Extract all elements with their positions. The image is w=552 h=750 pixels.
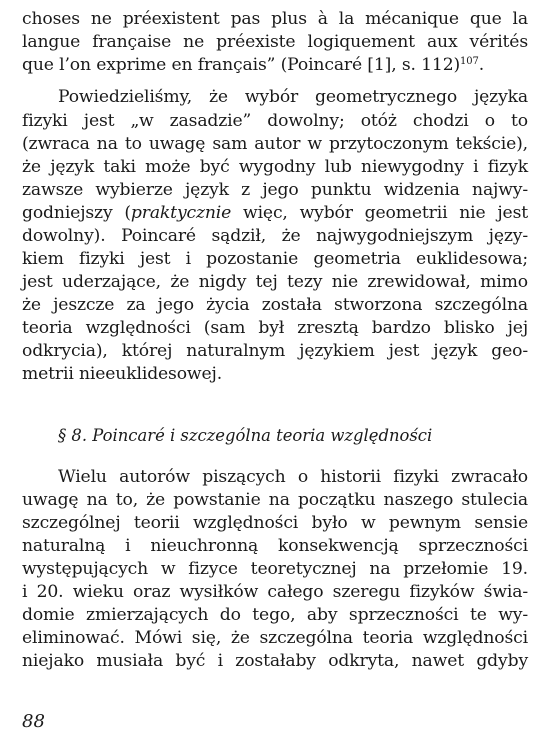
text-line: że jeszcze za jego życia została stworzona szczególna bbox=[22, 295, 528, 315]
text-line: że język taki może być wygodny lub niewygodny i fizyk bbox=[22, 157, 528, 177]
text-line: choses ne préexistent pas plus à la mécanique que la bbox=[22, 9, 528, 29]
text-span: . bbox=[478, 55, 485, 75]
text-line: niejako musiała być i zostałaby odkryta, nawet gdyby bbox=[22, 651, 528, 671]
section-heading: § 8. Poincaré i szczególna teoria względności bbox=[58, 426, 433, 445]
text-line: uwagę na to, że powstanie na początku naszego stulecia bbox=[22, 490, 528, 510]
page-number: 88 bbox=[22, 711, 45, 732]
text-line: fizyki jest „w zasadzie” dowolny; otóż chodzi o to bbox=[22, 111, 528, 131]
text-span: que l’on exprime en français” (Poincaré [1], s. 112) bbox=[22, 55, 461, 75]
text-line: metrii nieeuklidesowej. bbox=[22, 364, 223, 384]
footnote-reference: 107 bbox=[460, 56, 479, 67]
text-line: Powiedzieliśmy, że wybór geometrycznego języka bbox=[58, 87, 528, 107]
text-line: naturalną i nieuchronną konsekwencją sprzeczności bbox=[22, 536, 528, 556]
text-line: eliminować. Mówi się, że szczególna teoria względności bbox=[22, 628, 528, 648]
text-line: i 20. wieku oraz wysiłków całego szeregu fizyków świa- bbox=[22, 582, 528, 602]
text-line: zawsze wybierze język z jego punktu widzenia najwy- bbox=[22, 180, 528, 200]
text-line: domie zmierzających do tego, aby sprzeczności te wy- bbox=[22, 605, 528, 625]
text-line: teoria względności (sam był zresztą bardzo blisko jej bbox=[22, 318, 528, 338]
text-line: szczególnej teorii względności było w pewnym sensie bbox=[22, 513, 528, 533]
text-line: kiem fizyki jest i pozostanie geometria euklidesowa; bbox=[22, 249, 528, 269]
text-span: więc, wybór geometrii nie jest bbox=[231, 203, 529, 223]
text-line bbox=[22, 54, 528, 76]
text-line: odkrycia), której naturalnym językiem jest język geo- bbox=[22, 341, 528, 361]
text-line: Wielu autorów piszących o historii fizyki zwracało bbox=[58, 467, 528, 487]
text-line: (zwraca na to uwagę sam autor w przytoczonym tekście), bbox=[22, 134, 528, 154]
text-line: langue française ne préexiste logiquement aux vérités bbox=[22, 32, 528, 52]
italic-emphasis: praktycznie bbox=[130, 203, 232, 223]
text-line: dowolny). Poincaré sądził, że najwygodniejszym języ- bbox=[22, 226, 528, 246]
text-line bbox=[22, 202, 528, 224]
text-line: jest uderzające, że nigdy tej tezy nie zrewidował, mimo bbox=[22, 272, 528, 292]
text-line: występujących w fizyce teoretycznej na przełomie 19. bbox=[22, 559, 528, 579]
text-span: godniejszy ( bbox=[22, 203, 131, 223]
